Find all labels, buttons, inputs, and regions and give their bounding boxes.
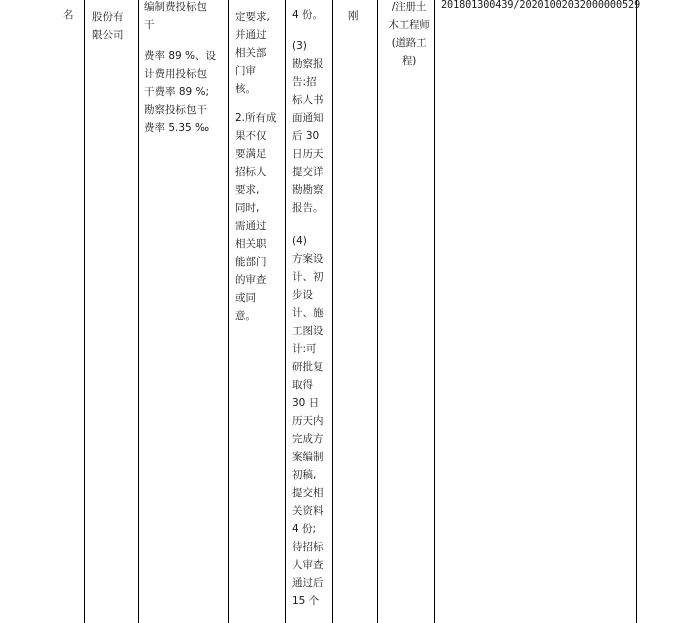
cell-quality-req-1: 定要求, 并通过 相关部 门审 核。 [235,11,270,95]
cell-certificate-numbers: 201801300439/20201002032000000529 [441,0,641,11]
table-border-8 [636,0,637,623]
table-border-3 [228,0,229,623]
cell-schedule-3: (3) 勘察报 告:招 标人书 面通知 后 30 日历天 提交详 勘勘察 报告。 [292,40,324,214]
table-border-2 [138,0,139,623]
cell-name-fragment: 名 [63,9,74,21]
cell-schedule-1: 4 份。 [292,9,324,21]
table-border-5 [332,0,333,623]
cell-schedule-4: (4) 方案设 计、初 步设 计、施 工图设 计:可 研批复 取得 30 日 历天内 完成方 案编制 初稿, 提交相 关资料 4 份; 待招标 人审查 通过后 15 个 [292,235,324,607]
cell-quality-req-2: 2.所有成 果不仅 要满足 招标人 要求, 同时, 需通过 相关职 能部门 的审查 或同 意。 [235,112,277,322]
table-border-4 [285,0,286,623]
table-border-1 [84,0,85,623]
cell-person-fragment: 刚 [348,10,359,22]
table-border-6 [377,0,378,623]
cell-company-fragment: 股份有 限公司 [92,11,124,41]
cell-qualification: /注册土 木工程师 (道路工 程) [388,1,430,67]
cell-fee-header: 编制费投标包 干 [144,1,207,31]
cell-fee-rates: 费率 89 %、设 计费用投标包 干费率 89 %; 勘察投标包干 费率 5.35 ‰ [144,50,217,134]
table-border-7 [434,0,435,623]
